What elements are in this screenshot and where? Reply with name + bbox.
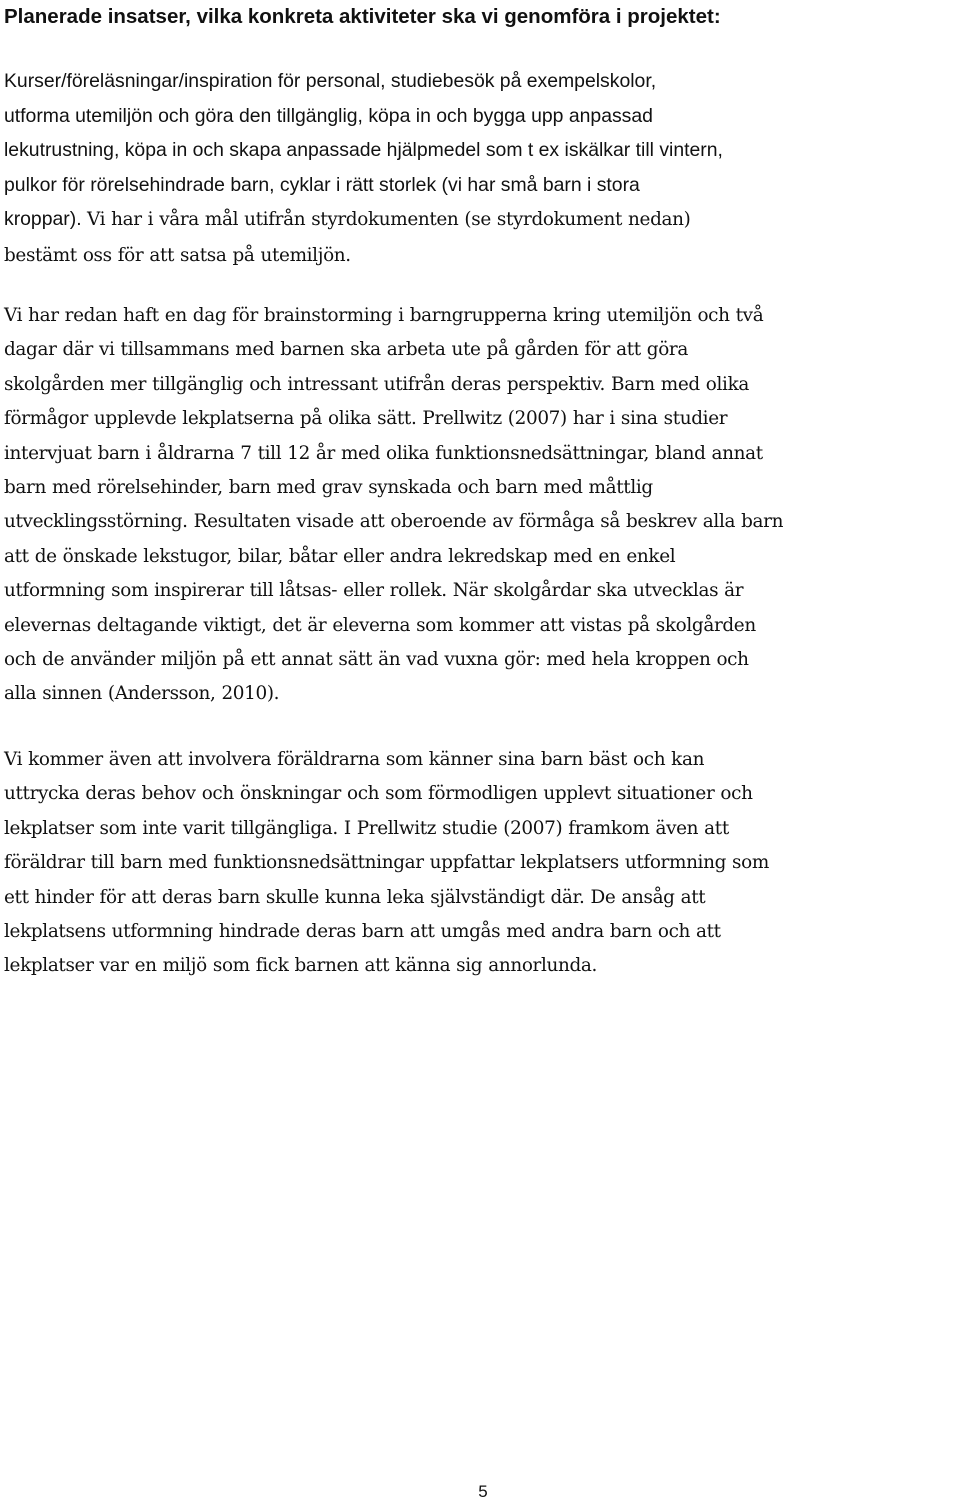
text-line: skolgården mer tillgänglig och intressant utifrån deras perspektiv. Barn med olika: [4, 373, 749, 395]
text-line: barn med rörelsehinder, barn med grav synskada och barn med måttlig: [4, 477, 653, 499]
text-line: lekutrustning, köpa in och skapa anpassade hjälpmedel som t ex iskälkar till vintern,: [4, 139, 723, 161]
text-line: lekplatser var en miljö som fick barnen att känna sig annorlunda.: [4, 955, 598, 977]
page-number: 5: [478, 1482, 488, 1501]
text-line: utvecklingsstörning. Resultaten visade att oberoende av förmåga så beskrev alla barn: [4, 511, 784, 533]
text-line: att de önskade lekstugor, bilar, båtar eller andra lekredskap med en enkel: [4, 545, 676, 567]
text-line: lekplatsens utformning hindrade deras barn att umgås med andra barn och att: [4, 921, 721, 943]
text-line: intervjuat barn i åldrarna 7 till 12 år med olika funktionsnedsättningar, bland annat: [4, 442, 763, 464]
text-line: elevernas deltagande viktigt, det är eleverna som kommer att vistas på skolgården: [4, 614, 756, 636]
text-line: utforma utemiljön och göra den tillgänglig, köpa in och bygga upp anpassad: [4, 104, 653, 127]
text-line: uttrycka deras behov och önskningar och som förmodligen upplevt situationer och: [4, 783, 753, 805]
text-line: Vi har redan haft en dag för brainstorming i barngrupperna kring utemiljön och två: [4, 305, 764, 326]
paragraph-brainstorming: [4, 299, 954, 712]
text-line: förmågor upplevde lekplatserna på olika sätt. Prellwitz (2007) har i sina studier: [4, 408, 728, 430]
text-line: och de använder miljön på ett annat sätt än vad vuxna gör: med hela kroppen och: [4, 649, 749, 671]
text-line: alla sinnen (Andersson, 2010).: [4, 683, 280, 705]
paragraph-planned-activities: [4, 64, 954, 273]
text-line: utformning som inspirerar till låtsas- eller rollek. När skolgårdar ska utvecklas är: [4, 580, 744, 602]
text-line: föräldrar till barn med funktionsnedsättningar uppfattar lekplatsers utformning som: [4, 852, 769, 874]
document-page: [4, 0, 956, 1503]
text-line: Kurser/föreläsningar/inspiration för personal, studiebesök på exempelskolor,: [4, 70, 657, 92]
text-line: ett hinder för att deras barn skulle kunna leka självständigt där. De ansåg att: [4, 886, 706, 908]
text-line: pulkor för rörelsehindrade barn, cyklar i rätt storlek (vi har små barn i stora: [4, 173, 640, 196]
paragraph-parents: [4, 743, 954, 984]
text-line: bestämt oss för att satsa på utemiljön.: [4, 244, 351, 266]
text-line: dagar där vi tillsammans med barnen ska arbeta ute på gården för att göra: [4, 339, 688, 361]
text-line-mixed: [4, 202, 954, 239]
text-line: lekplatser som inte varit tillgängliga. I Prellwitz studie (2007) framkom även att: [4, 817, 729, 839]
text-fragment: kroppar).: [4, 208, 87, 230]
section-heading: Planerade insatser, vilka konkreta aktiviteter ska vi genomföra i projektet:: [4, 5, 721, 28]
text-fragment: Vi har i våra mål utifrån styrdokumenten (se styrdokument nedan): [86, 209, 691, 230]
text-line: Vi kommer även att involvera föräldrarna som känner sina barn bäst och kan: [4, 749, 705, 770]
